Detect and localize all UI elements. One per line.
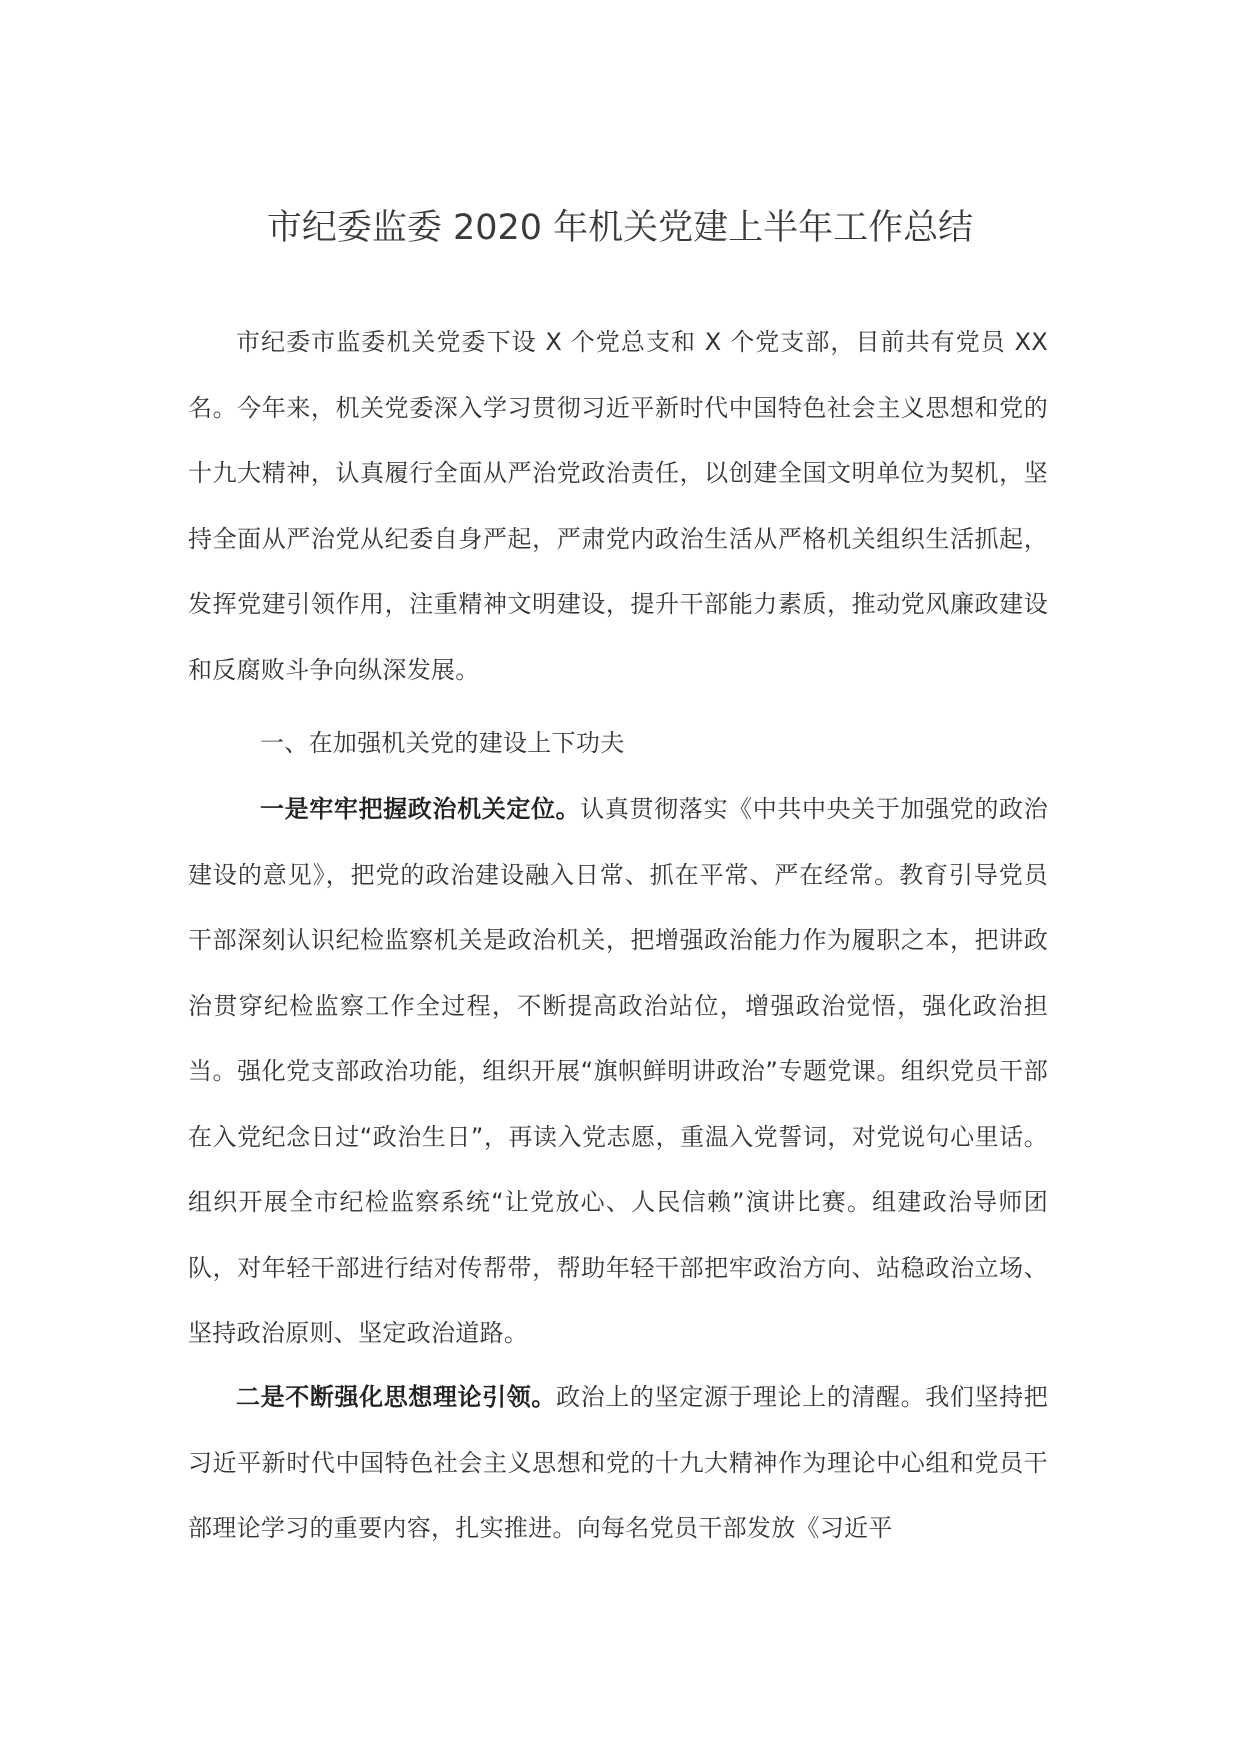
- point-one-paragraph: [188, 777, 1048, 1367]
- intro-paragraph: 市纪委市监委机关党委下设 X 个党总支和 X 个党支部，目前共有党员 XX 名。今年来，机关党委深入学习贯彻习近平新时代中国特色社会主义思想和党的十九大精神，认真履行全面从严治党政治责任，以创建全国文明单位为契机，坚持全面从严治党从纪委自身严起，严肃党内政治生活从严格机关组织生活抓起，发挥党建引领作用，注重精神文明建设，提升干部能力素质，推动党风廉政建设和反腐败斗争向纵深发展。: [188, 328, 1048, 684]
- point-two-text: 政治上的坚定源于理论上的清醒。我们坚持把习近平新时代中国特色社会主义思想和党的十九大精神作为理论中心组和党员干部理论学习的重要内容，扎实推进。向每名党员干部发放《习近平: [188, 1383, 1048, 1542]
- point-one-text: 认真贯彻落实《中共中央关于加强党的政治建设的意见》，把党的政治建设融入日常、抓在平常、严在经常。教育引导党员干部深刻认识纪检监察机关是政治机关，把增强政治能力作为履职之本，把讲政治贯穿纪检监察工作全过程，不断提高政治站位，增强政治觉悟，强化政治担当。强化党支部政治功能，组织开展“旗帜鲜明讲政治”专题党课。组织党员干部在入党纪念日过“政治生日”，再读入党志愿，重温入党誓词，对党说句心里话。组织开展全市纪检监察系统“让党放心、人民信赖”演讲比赛。组建政治导师团队，对年轻干部进行结对传帮带，帮助年轻干部把牢政治方向、站稳政治立场、坚持政治原则、坚定政治道路。: [188, 795, 1048, 1347]
- point-two-paragraph: [188, 1365, 1048, 1562]
- document-title: 市纪委监委 2020 年机关党建上半年工作总结: [266, 208, 974, 248]
- point-one-lead: 一是牢牢把握政治机关定位。: [260, 795, 581, 823]
- point-two-lead: 二是不断强化思想理论引领。: [236, 1383, 556, 1411]
- section-heading: 一、在加强机关党的建设上下功夫: [260, 729, 625, 757]
